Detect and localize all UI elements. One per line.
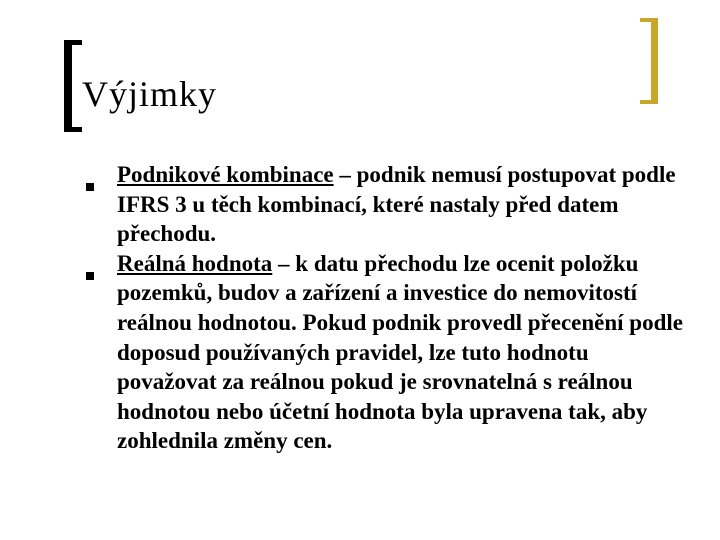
bullet-square-icon (86, 183, 94, 191)
left-bracket-bottom (64, 127, 82, 132)
bullet-text: – k datu přechodu lze ocenit položku pozemků, budov a zařízení a investice do nemovitostí reálnou hodnotou. Pokud podnik provedl přecenění podle doposud používaných pravidel, lze tuto hodnotu považovat za reálnou pokud je srovnatelná s reálnou hodnotou nebo účetní hodnota byla upravena tak, aby zohlednila změny cen. (117, 250, 683, 454)
slide-title: Výjimky (82, 74, 218, 114)
bullet-item-business-combinations (117, 160, 687, 249)
bullet-square-icon (86, 272, 94, 280)
bullet-item-fair-value (117, 249, 687, 456)
right-bracket-decoration (651, 18, 658, 104)
bullet-text: – podnik nemusí postupovat podle IFRS 3 u těch kombinací, které nastaly před datem přechodu. (117, 162, 676, 247)
left-bracket-decoration (64, 40, 72, 132)
bullet-term: Podnikové kombinace (117, 162, 334, 187)
bullet-term: Reálná hodnota (117, 250, 273, 276)
right-bracket-top (640, 18, 658, 22)
left-bracket-top (64, 40, 82, 45)
bullet-list (117, 160, 687, 456)
right-bracket-bottom (640, 100, 658, 104)
